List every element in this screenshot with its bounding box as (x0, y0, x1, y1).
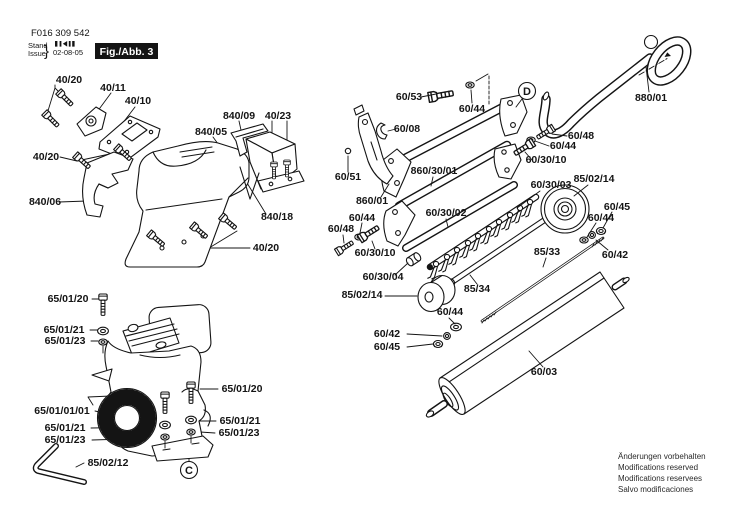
part-label: 840/18 (260, 211, 294, 223)
allen-key (36, 446, 84, 482)
bolt-65-01-20 (99, 294, 107, 315)
part-label: 60/42 (601, 249, 629, 261)
part-label: 60/44 (436, 306, 464, 318)
part-label: 65/01/20 (47, 293, 89, 305)
issue-date: 02-08-05 (53, 48, 84, 57)
footer-line: Salvo modificaciones (618, 485, 694, 494)
frame-assembly-group (328, 35, 694, 419)
washer-65-01-21 (98, 327, 109, 335)
drawing-header (28, 28, 158, 60)
part-label: 40/10 (124, 95, 152, 107)
part-label: 60/08 (393, 123, 421, 135)
part-label: 65/01/23 (218, 427, 260, 439)
gasket-plate (77, 107, 106, 136)
handlebar (542, 35, 694, 134)
washer-65-01-23 (187, 429, 195, 435)
part-label: 40/20 (252, 242, 280, 254)
part-label: 65/01/20 (221, 383, 263, 395)
part-label: 860/01 (355, 195, 389, 207)
part-label: 60/44 (587, 212, 615, 224)
washer-65-01-21 (160, 421, 171, 429)
part-label: 60/44 (458, 103, 486, 115)
washer-60-44 (580, 237, 588, 243)
part-label: 85/02/14 (341, 289, 383, 301)
part-label: 40/11 (100, 82, 126, 94)
cover-assembly-group (29, 74, 304, 267)
legal-footer (618, 452, 706, 494)
part-label: 60/48 (327, 223, 355, 235)
part-label: 860/30/01 (410, 165, 458, 177)
screw-60-48 (334, 239, 354, 256)
part-label: 60/51 (334, 171, 362, 183)
part-label: 60/45 (603, 201, 631, 213)
bushing (405, 252, 422, 267)
part-label: 40/23 (264, 110, 292, 122)
svg-text:D: D (523, 86, 531, 98)
part-label: 60/30/03 (530, 179, 572, 191)
washer-65-01-23 (99, 339, 107, 345)
part-label: 60/03 (530, 366, 558, 378)
part-label: 880/01 (634, 92, 668, 104)
pin (345, 148, 350, 153)
roller-wheel-right (541, 185, 589, 233)
brace-glyph: } (44, 43, 50, 60)
part-label: 65/01/23 (44, 434, 86, 446)
part-label: 60/48 (567, 130, 595, 142)
part-label: 65/01/01/01 (34, 405, 90, 417)
part-label: 60/44 (348, 212, 376, 224)
view-marker-d (516, 83, 536, 108)
view-marker-c (181, 462, 198, 479)
nut-60-45 (596, 228, 605, 235)
part-label: 60/30/10 (354, 247, 396, 259)
part-label: 65/01/23 (44, 335, 86, 347)
screw-40-20 (56, 89, 75, 108)
stand-label: Stand (28, 41, 48, 50)
part-label: 60/42 (373, 328, 401, 340)
part-label: 85/34 (463, 283, 491, 295)
part-label: 60/53 (395, 91, 423, 103)
part-label: 840/06 (28, 196, 62, 208)
footer-line: Modifications reservees (618, 474, 703, 483)
screw-60-30-10 (357, 224, 380, 243)
washer-60-44 (451, 323, 462, 331)
spring-washer-60-42 (444, 333, 451, 340)
footer-line: Änderungen vorbehalten (618, 452, 706, 461)
washer-60-44 (466, 82, 474, 88)
part-label: 60/30/10 (525, 154, 567, 166)
part-label: 65/01/21 (219, 415, 261, 427)
issue-label: Issue (28, 49, 46, 58)
recoil-starter (98, 389, 157, 448)
washer-65-01-21 (186, 416, 197, 424)
spring-clip (377, 123, 388, 139)
screw-40-20 (42, 110, 61, 129)
screw-60-53 (428, 88, 454, 102)
part-label: 840/05 (194, 126, 228, 138)
engine-assembly-group (34, 293, 262, 482)
part-label: 40/20 (32, 151, 60, 163)
washer-65-01-23 (161, 434, 169, 440)
part-label: 85/33 (533, 246, 561, 258)
screw-40-20 (219, 213, 238, 231)
svg-text:C: C (185, 465, 193, 477)
rear-roller (425, 272, 630, 418)
part-label: 85/02/12 (87, 457, 129, 469)
document-number: F016 309 542 (31, 28, 90, 39)
part-label: 65/01/21 (43, 324, 85, 336)
nut-60-45 (433, 341, 442, 348)
part-label: 60/45 (373, 341, 401, 353)
part-label: 60/44 (549, 140, 577, 152)
part-label: 40/20 (55, 74, 83, 86)
part-label: 60/30/02 (425, 207, 467, 219)
figure-label: Fig./Abb. 3 (99, 46, 154, 58)
valid-from-icon (55, 41, 75, 47)
part-label: 840/09 (222, 110, 256, 122)
part-label: 85/02/14 (573, 173, 615, 185)
footer-line: Modifications reserved (618, 463, 699, 472)
part-label: 60/30/04 (362, 271, 404, 283)
part-label: 65/01/21 (44, 422, 86, 434)
direction-arrow-icon (665, 52, 672, 57)
deflector-guard (83, 152, 133, 217)
